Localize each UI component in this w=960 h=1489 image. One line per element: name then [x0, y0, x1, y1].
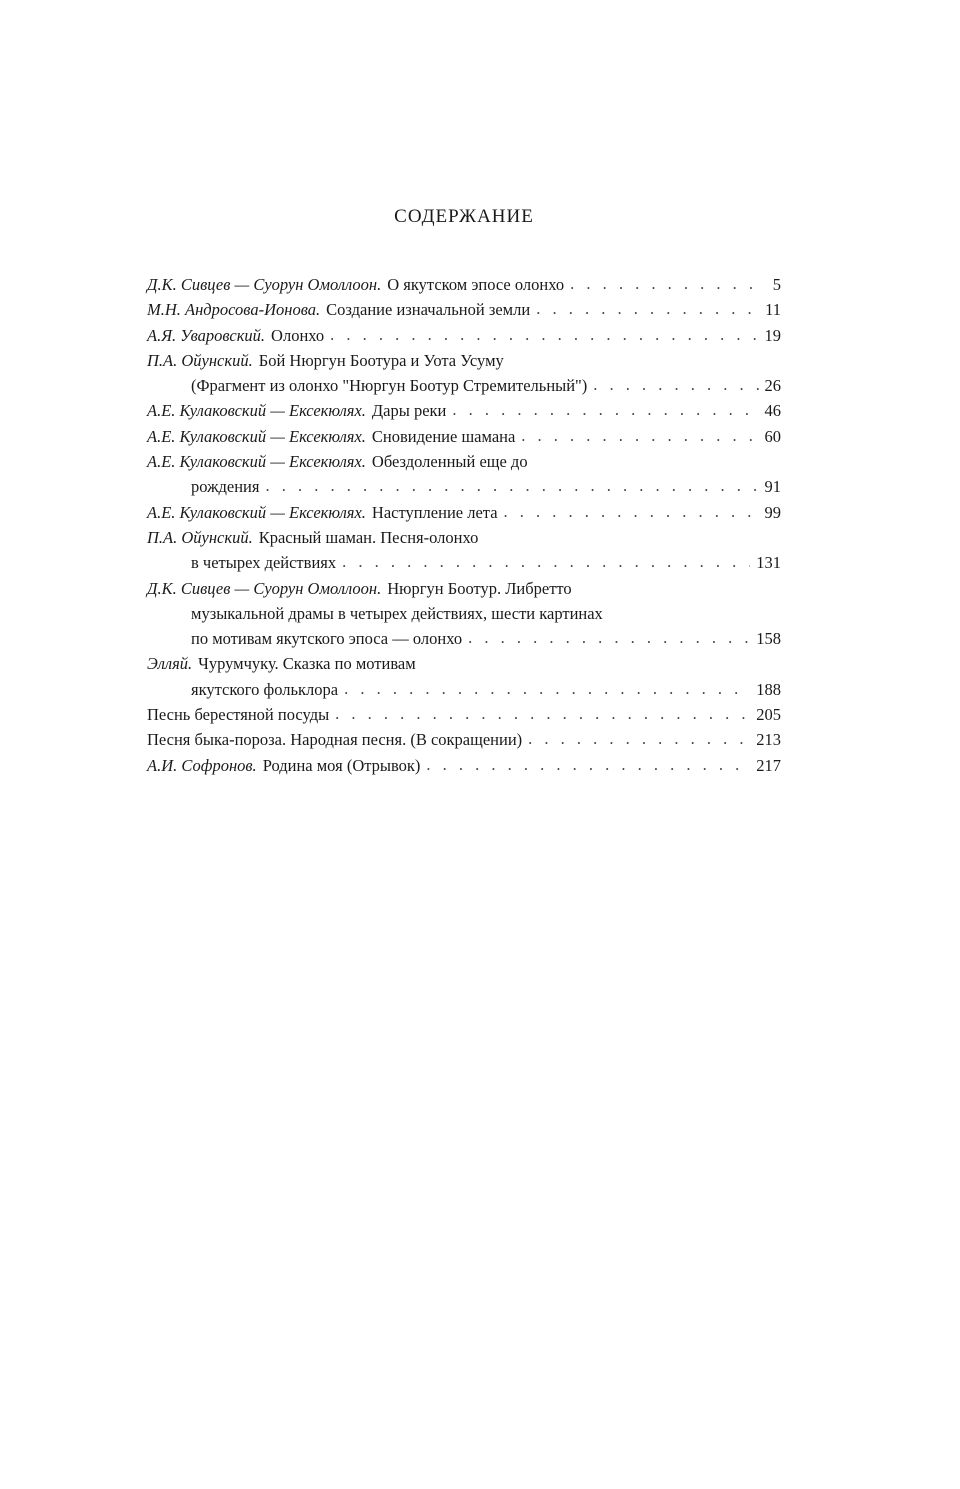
toc-entry-first-line [147, 449, 781, 474]
toc-entry-page-number: 99 [764, 502, 781, 522]
toc-entry-page-number: 158 [756, 629, 781, 649]
toc-entry-page-number: 5 [772, 275, 781, 294]
toc-entry [147, 348, 781, 399]
toc-entry-title: Дары реки [371, 401, 447, 421]
toc-dot-leader [335, 701, 750, 726]
toc-entry-page-number: 60 [764, 426, 781, 446]
toc-entry-author: Д.К. Сивцев — Суорун Омоллоон. [147, 578, 382, 598]
toc-entry-page-number: 213 [756, 730, 781, 750]
toc-dot-leader [330, 322, 758, 347]
toc-entry-page-number: 131 [756, 553, 781, 573]
toc-entry [147, 398, 781, 423]
toc-entry-first-line [147, 651, 781, 676]
toc-list [147, 272, 781, 778]
toc-entry-page-number: 217 [756, 755, 781, 775]
toc-entry-continuation-line [147, 474, 781, 499]
toc-entry-first-line [147, 323, 781, 348]
toc-dot-leader [452, 397, 758, 422]
toc-entry-author: А.Е. Кулаковский — Ексекюлях. [147, 502, 366, 522]
toc-entry-title: Сновидение шамана [371, 426, 516, 446]
toc-entry-title: О якутском эпосе олонхо [387, 275, 565, 294]
toc-entry-first-line [147, 424, 781, 449]
toc-entry [147, 323, 781, 348]
toc-entry [147, 449, 781, 500]
toc-entry-page-number: 11 [765, 300, 781, 320]
toc-entry-title: Песня быка-пороза. Народная песня. (В сокращении) [147, 730, 523, 750]
toc-entry-first-line [147, 348, 781, 373]
toc-entry-first-line [147, 753, 781, 778]
toc-entry-page-number: 46 [764, 401, 781, 421]
toc-entry-title: Красный шаман. Песня-олонхо [258, 527, 479, 547]
toc-entry-author: А.Е. Кулаковский — Ексекюлях. [147, 452, 366, 472]
toc-entry-title: якутского фольклора [191, 679, 339, 699]
toc-entry [147, 424, 781, 449]
toc-entry-author: А.Е. Кулаковский — Ексекюлях. [147, 426, 366, 446]
toc-entry-page-number: 205 [756, 705, 781, 725]
toc-dot-leader [570, 271, 765, 296]
toc-entry-author: П.А. Ойунский. [147, 527, 253, 547]
toc-entry-page-number: 19 [764, 325, 781, 345]
toc-entry-first-line [147, 297, 781, 322]
toc-entry-first-line [147, 500, 781, 525]
toc-heading: СОДЕРЖАНИЕ [394, 206, 534, 227]
toc-entry-title: рождения [191, 477, 260, 497]
toc-entry [147, 651, 781, 702]
toc-entry-title: Создание изначальной земли [326, 300, 531, 320]
toc-entry-title: в четырех действиях [191, 553, 337, 573]
toc-dot-leader [342, 549, 750, 574]
toc-entry-first-line [147, 576, 781, 601]
toc-entry-author: Элляй. [147, 654, 193, 674]
toc-entry-title: Родина моя (Отрывок) [262, 755, 421, 775]
toc-entry [147, 727, 781, 752]
toc-entry-page-number: 91 [764, 477, 781, 497]
toc-entry [147, 753, 781, 778]
toc-entry-continuation-line [147, 373, 781, 398]
toc-entry-title: Чурумчуку. Сказка по мотивам [198, 654, 416, 674]
toc-entry-first-line [147, 272, 781, 297]
toc-entry-title: Олонхо [271, 325, 325, 345]
toc-entry [147, 525, 781, 576]
toc-entry-author: Д.К. Сивцев — Суорун Омоллоон. [147, 275, 382, 294]
toc-entry [147, 297, 781, 322]
toc-entry-page-number: 26 [764, 376, 781, 396]
toc-dot-leader [344, 676, 750, 701]
toc-entry [147, 500, 781, 525]
toc-dot-leader [521, 423, 758, 448]
toc-dot-leader [504, 499, 759, 524]
toc-entry [147, 272, 781, 297]
toc-dot-leader [426, 752, 750, 777]
toc-entry-author: А.Е. Кулаковский — Ексекюлях. [147, 401, 366, 421]
toc-entry-continuation-line [147, 601, 781, 626]
toc-dot-leader [265, 473, 758, 498]
toc-entry-title: по мотивам якутского эпоса — олонхо [191, 629, 463, 649]
toc-entry-first-line [147, 727, 781, 752]
toc-entry-title: музыкальной драмы в четырех действиях, шести картинах [191, 603, 603, 623]
toc-entry-continuation-line [147, 626, 781, 651]
toc-entry-title: Обездоленный еще до [371, 452, 528, 472]
toc-entry-author: А.Я. Уваровский. [147, 325, 266, 345]
toc-dot-leader [536, 296, 759, 321]
toc-entry-title: Нюргун Боотур. Либретто [387, 578, 572, 598]
toc-entry-title: (Фрагмент из олонхо "Нюргун Боотур Стремительный") [191, 376, 588, 396]
toc-entry-author: А.И. Софронов. [147, 755, 257, 775]
toc-entry-first-line [147, 525, 781, 550]
toc-entry-title: Песнь берестяной посуды [147, 705, 330, 725]
toc-entry-continuation-line [147, 550, 781, 575]
toc-entry-continuation-line [147, 677, 781, 702]
toc-entry-title: Бой Нюргун Боотура и Уота Усуму [258, 350, 504, 370]
toc-entry-page-number: 188 [756, 679, 781, 699]
toc-dot-leader [593, 372, 758, 397]
toc-entry-first-line [147, 398, 781, 423]
toc-dot-leader [468, 625, 750, 650]
toc-entry [147, 702, 781, 727]
toc-entry-author: М.Н. Андросова-Ионова. [147, 300, 321, 320]
toc-entry-first-line [147, 702, 781, 727]
toc-entry-author: П.А. Ойунский. [147, 350, 253, 370]
toc-dot-leader [528, 726, 750, 751]
toc-entry-title: Наступление лета [371, 502, 498, 522]
toc-entry [147, 576, 781, 652]
